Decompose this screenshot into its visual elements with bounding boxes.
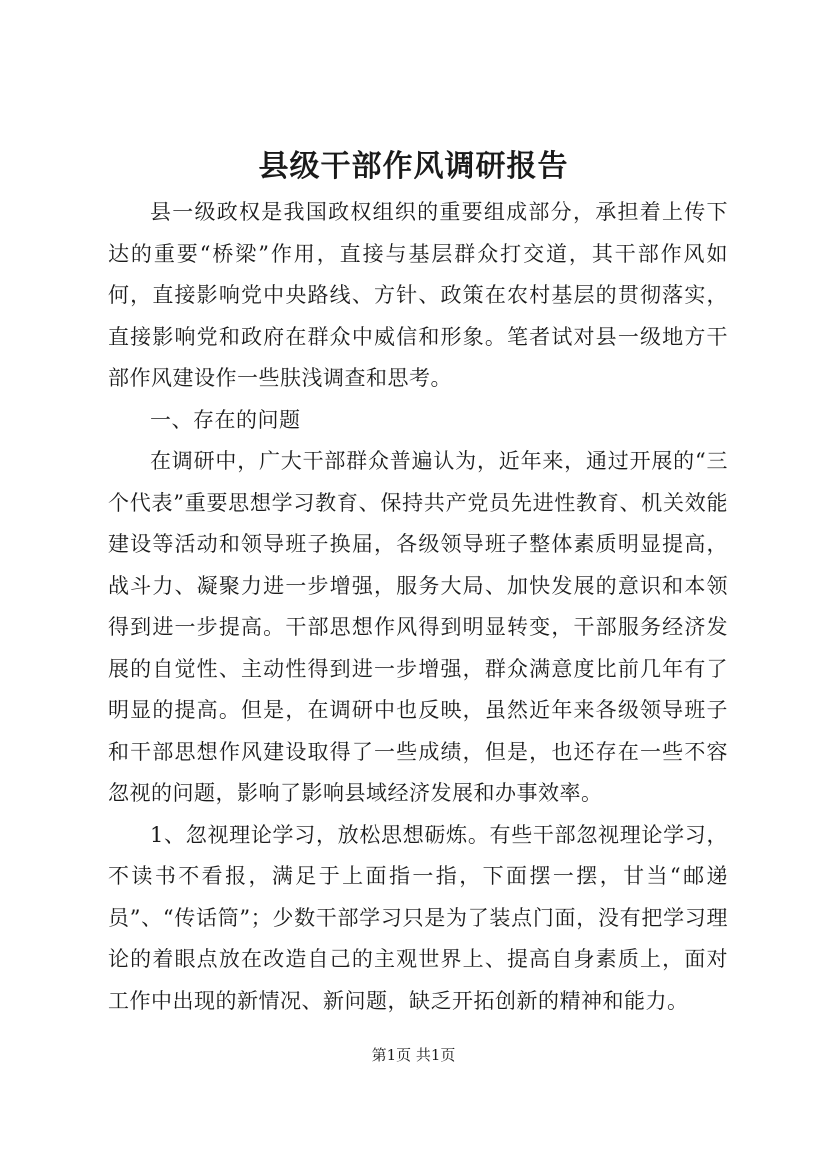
paragraph-issue-1: 1、忽视理论学习，放松思想砺炼。有些干部忽视理论学习，不读书不看报，满足于上面指一指，下面摆一摆，甘当“邮递员”、“传话筒”；少数干部学习只是为了装点门面，没有把学习理论的着眼点放在改造自己的主观世界上、提高自身素质上，面对工作中出现的新情况、新问题，缺乏开拓创新的精神和能力。 bbox=[108, 822, 728, 1013]
document-title: 县级干部作风调研报告 bbox=[258, 149, 569, 184]
paragraph-findings: 在调研中，广大干部群众普遍认为，近年来，通过开展的“三个代表”重要思想学习教育、保持共产党员先进性教育、机关效能建设等活动和领导班子换届，各级领导班子整体素质明显提高，战斗力、凝聚力进一步增强，服务大局、加快发展的意识和本领得到进一步提高。干部思想作风得到明显转变，干部服务经济发展的自觉性、主动性得到进一步增强，群众满意度比前几年有了明显的提高。但是，在调研中也反映，虽然近年来各级领导班子和干部思想作风建设取得了一些成绩，但是，也还存在一些不容忽视的问题，影响了影响县域经济发展和办事效率。 bbox=[108, 449, 728, 805]
paragraph-intro: 县一级政权是我国政权组织的重要组成部分，承担着上传下达的重要“桥梁”作用，直接与基层群众打交道，其干部作风如何，直接影响党中央路线、方针、政策在农村基层的贯彻落实，直接影响党和政府在群众中威信和形象。笔者试对县一级地方干部作风建设作一些肤浅调查和思考。 bbox=[108, 200, 728, 390]
document-body bbox=[108, 192, 728, 1022]
page-footer: 第1页 共1页 bbox=[371, 1046, 456, 1064]
section-heading: 一、存在的问题 bbox=[150, 407, 301, 432]
